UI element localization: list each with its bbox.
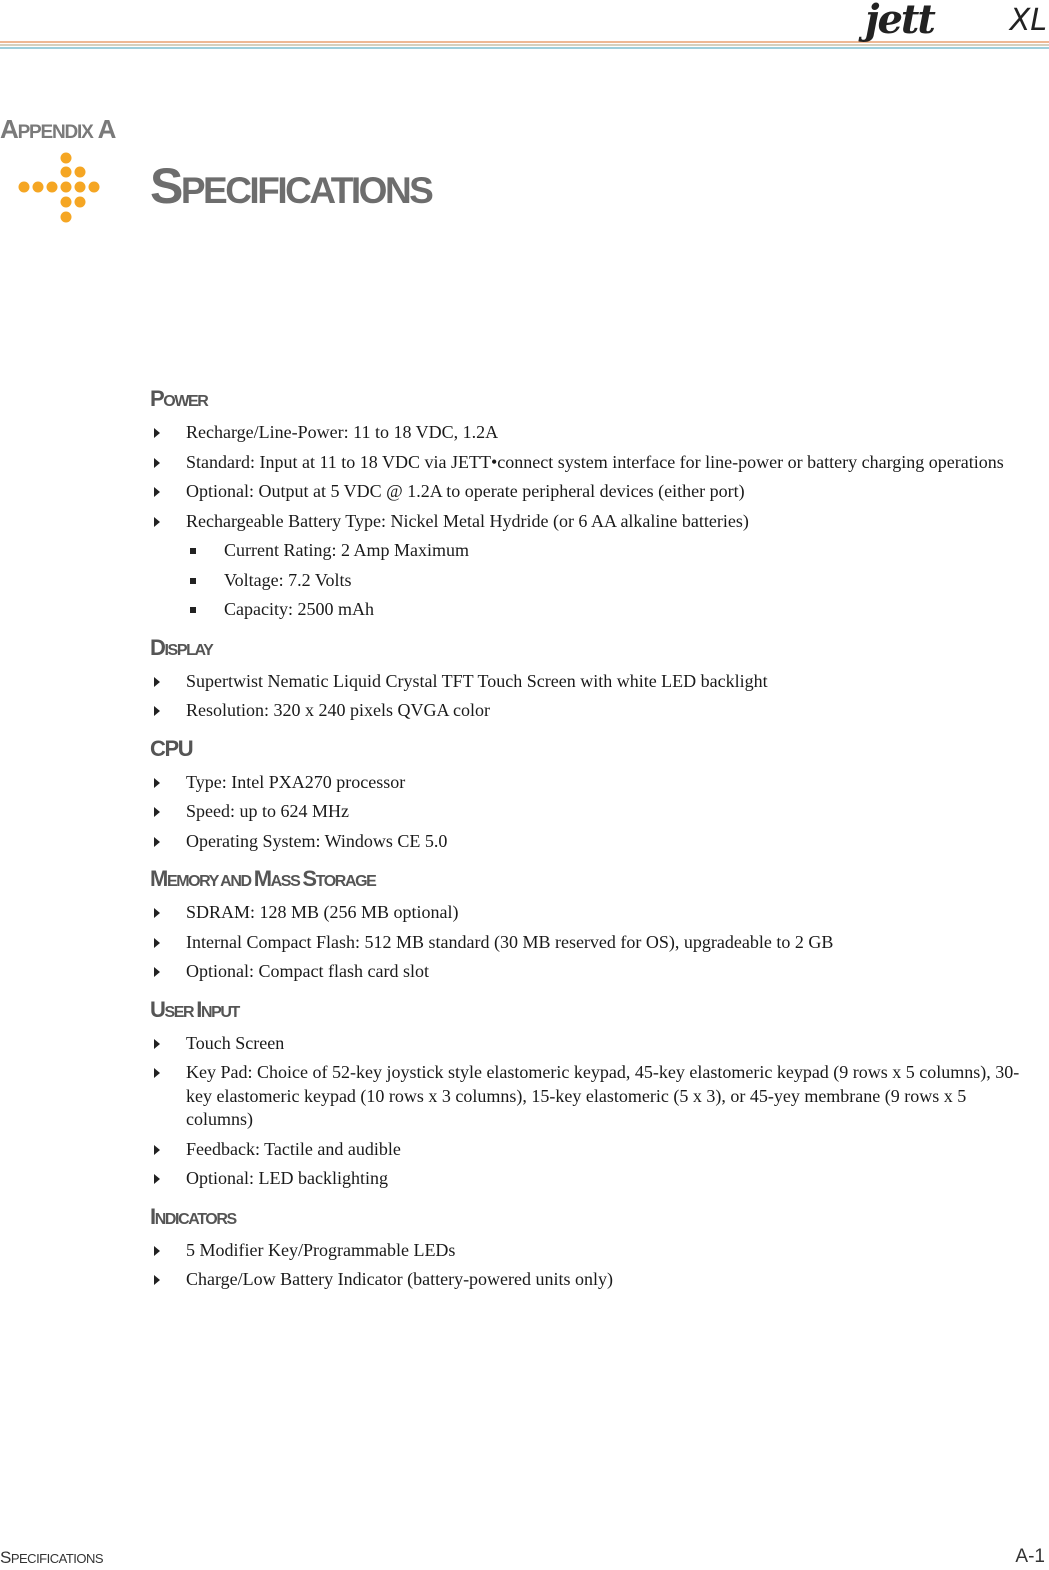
- logo-main-text: jett: [865, 0, 934, 43]
- spec-item-text: Type: Intel PXA270 processor: [186, 771, 406, 792]
- section-heading: INDICATORS: [150, 1203, 236, 1229]
- spec-item: [150, 931, 1030, 955]
- spec-list: [150, 421, 1030, 622]
- spec-subitem-text: Capacity: 2500 mAh: [224, 599, 374, 619]
- bullet-arrow-icon: [154, 428, 160, 438]
- spec-section: [150, 863, 1030, 984]
- section-heading: POWER: [150, 386, 208, 411]
- spec-subitem-text: Current Rating: 2 Amp Maximum: [224, 540, 469, 560]
- section-heading: CPU: [150, 735, 193, 761]
- spec-subitem: [186, 598, 1030, 622]
- spec-item-text: Optional: LED backlighting: [186, 1168, 388, 1188]
- jett-xl-logo: [865, 0, 1047, 42]
- spec-section: [150, 994, 1030, 1191]
- logo-suffix-text: XL: [1009, 3, 1047, 38]
- orange-dot: [75, 197, 86, 208]
- spec-item-text: SDRAM: 128 MB (256 MB optional): [186, 902, 459, 922]
- section-heading: DISPLAY: [150, 634, 213, 660]
- spec-list: [150, 1032, 1030, 1191]
- orange-dot-arrow-icon: [10, 150, 110, 230]
- section-heading: USER INPUT: [150, 996, 239, 1022]
- spec-item-text: Operating System: Windows CE 5.0: [186, 830, 448, 851]
- spec-item: [150, 800, 1030, 824]
- spec-item-text: Optional: Output at 5 VDC @ 1.2A to operate peripheral devices (either port): [186, 481, 745, 501]
- bullet-square-icon: [190, 578, 196, 584]
- spec-sublist: [186, 539, 1030, 622]
- appendix-label: [0, 114, 115, 145]
- page-title: [150, 157, 431, 215]
- bullet-arrow-icon: [154, 807, 160, 817]
- footer-first-letter: S: [0, 1548, 11, 1567]
- spec-item-text: Feedback: Tactile and audible: [186, 1138, 401, 1159]
- spec-item-text: 5 Modifier Key/Programmable LEDs: [186, 1239, 456, 1260]
- spec-item: [150, 830, 1030, 854]
- spec-item-text: Supertwist Nematic Liquid Crystal TFT Touch Screen with white LED backlight: [186, 670, 768, 691]
- spec-item: [150, 510, 1030, 622]
- spec-section: [150, 632, 1030, 723]
- bullet-arrow-icon: [154, 1275, 160, 1285]
- orange-dot: [47, 182, 58, 193]
- bullet-arrow-icon: [154, 487, 160, 497]
- title-first-letter: S: [150, 158, 181, 214]
- bullet-arrow-icon: [154, 778, 160, 788]
- spec-item-text: Resolution: 320 x 240 pixels QVGA color: [186, 700, 490, 720]
- bullet-arrow-icon: [154, 458, 160, 468]
- spec-section: [150, 383, 1030, 622]
- spec-item: [150, 901, 1030, 925]
- bullet-arrow-icon: [154, 837, 160, 847]
- bullet-arrow-icon: [154, 1145, 160, 1155]
- footer-section-label: [0, 1548, 103, 1568]
- bullet-arrow-icon: [154, 967, 160, 977]
- bullet-arrow-icon: [154, 908, 160, 918]
- appendix-letter: A: [97, 114, 116, 144]
- bullet-arrow-icon: [154, 938, 160, 948]
- spec-item-text: Rechargeable Battery Type: Nickel Metal Hydride (or 6 AA alkaline batteries): [186, 510, 749, 531]
- orange-dot: [61, 197, 72, 208]
- section-heading: MEMORY AND MASS STORAGE: [150, 866, 376, 891]
- orange-dot: [75, 167, 86, 178]
- bullet-arrow-icon: [154, 706, 160, 716]
- bullet-square-icon: [190, 548, 196, 554]
- spec-item-text: Optional: Compact flash card slot: [186, 961, 429, 981]
- orange-dot: [61, 167, 72, 178]
- spec-section: [150, 733, 1030, 854]
- spec-item: [150, 480, 1030, 504]
- spec-item: [150, 1138, 1030, 1162]
- spec-item: [150, 1032, 1030, 1056]
- orange-dot: [33, 182, 44, 193]
- spec-item-text: Charge/Low Battery Indicator (battery-powered units only): [186, 1269, 614, 1289]
- spec-item: [150, 771, 1030, 795]
- spec-list: [150, 670, 1030, 723]
- spec-item: [150, 960, 1030, 984]
- spec-item: [150, 1268, 1030, 1292]
- appendix-rest: PPENDIX: [17, 122, 93, 143]
- spec-item: [150, 421, 1030, 445]
- spec-item-text: Internal Compact Flash: 512 MB standard (30 MB reserved for OS), upgradeable to 2 GB: [186, 931, 834, 952]
- spec-item-text: Recharge/Line-Power: 11 to 18 VDC, 1.2A: [186, 422, 499, 442]
- spec-content: [150, 383, 1030, 1302]
- spec-subitem: [186, 569, 1030, 593]
- spec-list: [150, 771, 1030, 854]
- orange-dot: [61, 153, 72, 164]
- bullet-arrow-icon: [154, 517, 160, 527]
- spec-subitem-text: Voltage: 7.2 Volts: [224, 569, 352, 590]
- spec-item: [150, 699, 1030, 723]
- bullet-arrow-icon: [154, 1068, 160, 1078]
- orange-dot: [75, 182, 86, 193]
- orange-dot: [89, 182, 100, 193]
- spec-item-text: Standard: Input at 11 to 18 VDC via JETT•connect system interface for line-power or battery charging operations: [186, 451, 1004, 472]
- spec-item: [150, 1061, 1030, 1132]
- orange-dot: [61, 182, 72, 193]
- spec-item-text: Speed: up to 624 MHz: [186, 801, 349, 821]
- spec-item: [150, 1167, 1030, 1191]
- spec-item-text: Touch Screen: [186, 1032, 285, 1053]
- spec-item: [150, 451, 1030, 475]
- spec-item: [150, 670, 1030, 694]
- bullet-arrow-icon: [154, 1246, 160, 1256]
- bullet-arrow-icon: [154, 677, 160, 687]
- title-rest: PECIFICATIONS: [180, 170, 432, 211]
- spec-item: [150, 1239, 1030, 1263]
- orange-dot: [19, 182, 30, 193]
- bullet-arrow-icon: [154, 1174, 160, 1184]
- orange-dot: [61, 212, 72, 223]
- bullet-square-icon: [190, 607, 196, 613]
- spec-section: [150, 1201, 1030, 1292]
- spec-subitem: [186, 539, 1030, 563]
- spec-item-text: Key Pad: Choice of 52-key joystick style elastomeric keypad, 45-key elastomeric keypad (9 rows x 5 columns), 30-key elastomeric keypad (10 rows x 3 columns), 15-key elastomeric (5 x 3), or 45-yey membrane (9 rows x 5 columns): [186, 1062, 1020, 1129]
- spec-list: [150, 901, 1030, 984]
- footer-rest: PECIFICATIONS: [10, 1551, 104, 1566]
- page-number: A-1: [1015, 1546, 1045, 1567]
- spec-list: [150, 1239, 1030, 1292]
- appendix-first-letter: A: [0, 114, 18, 144]
- bullet-arrow-icon: [154, 1039, 160, 1049]
